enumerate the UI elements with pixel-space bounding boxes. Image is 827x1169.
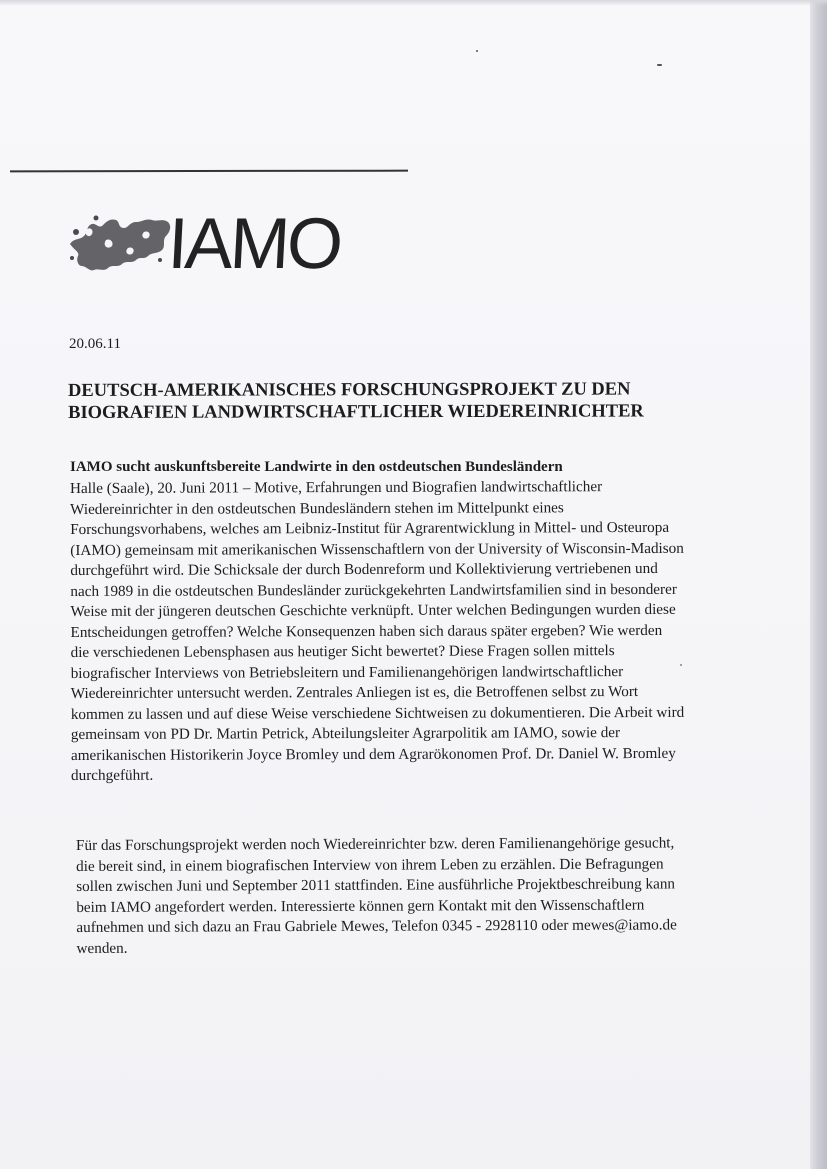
text-line: sollen zwischen Juni und September 2011 stattfinden. Eine ausführliche Projektbeschreibung kann: [76, 875, 676, 895]
text-line: Weise mit der jüngeren deutschen Geschichte verknüpft. Unter welchen Bedingungen wurden diese: [70, 600, 676, 620]
text-line: Wiedereinrichter in den ostdeutschen Bundesländern stehen im Mittelpunkt eines: [70, 498, 564, 518]
text-line: durchgeführt.: [71, 766, 154, 784]
text-line: nach 1989 in die ostdeutschen Bundesländer zurückgekehrten Landwirtsfamilien sind in besonderer: [70, 580, 677, 600]
text-line: Entscheidungen getroffen? Welche Konsequenzen haben sich daraus später ergeben? Wie werden: [70, 621, 663, 641]
text-line: aufnehmen und sich dazu an Frau Gabriele Mewes, Telefon 0345 - 2928110 oder mewes@iamo.de: [76, 916, 677, 936]
iamo-logo: [66, 204, 343, 284]
text-line: amerikanischen Historikerin Joyce Bromley und dem Agrarökonomen Prof. Dr. Daniel W. Bromley: [70, 744, 676, 764]
text-line: (IAMO) gemeinsam mit amerikanischen Wissenschaftlern von der University of Wisconsin-Madison: [70, 539, 684, 559]
text-line: Für das Forschungsprojekt werden noch Wiedereinrichter bzw. deren Familienangehörige gesucht,: [76, 834, 675, 854]
subheading: IAMO sucht auskunftsbereite Landwirte in den ostdeutschen Bundesländern: [70, 459, 563, 475]
text-line: Halle (Saale), 20. Juni 2011 – Motive, Erfahrungen und Biografien landwirtschaftlicher: [70, 478, 603, 497]
scan-top-shadow: [0, 0, 827, 6]
text-line: kommen zu lassen und auf diese Weise verschiedene Sichtweisen zu dokumentieren. Die Arbeit wird: [70, 703, 685, 723]
headline: [68, 378, 768, 424]
paragraph-1: [70, 477, 771, 787]
text-line: Wiedereinrichter untersucht werden. Zentrales Anliegen ist es, die Betroffenen selbst zu Wort: [70, 683, 639, 702]
headline-line: DEUTSCH-AMERIKANISCHES FORSCHUNGSPROJEKT ZU DEN: [68, 379, 631, 401]
headline-line: BIOGRAFIEN LANDWIRTSCHAFTLICHER WIEDEREINRICHTER: [68, 401, 644, 423]
text-line: gemeinsam von PD Dr. Martin Petrick, Abteilungsleiter Agrarpolitik am IAMO, sowie der: [70, 724, 621, 743]
text-line: Forschungsvorhabens, welches am Leibniz-Institut für Agrarentwicklung in Mittel- und Osteuropa: [70, 518, 670, 538]
europe-map-icon: [66, 210, 176, 276]
scan-speck: [657, 64, 662, 66]
text-line: biografischer Interviews von Betriebsleitern und Familienangehörigen landwirtschaftlicher: [70, 662, 624, 682]
text-line: beim IAMO angefordert werden. Interessierte können gern Kontakt mit den Wissenschaftlern: [76, 896, 645, 916]
scan-edge-shadow: [810, 0, 827, 1169]
text-line: die verschiedenen Lebensphasen aus heutiger Sicht bewertet? Diese Fragen sollen mittels: [70, 642, 615, 661]
text-line: wenden.: [76, 939, 128, 957]
logo-wordmark: IAMO: [165, 204, 343, 284]
document-date: 20.06.11: [69, 336, 121, 352]
scan-speck: [476, 50, 478, 52]
text-line: die bereit sind, in einem biografischen Interview von ihrem Leben zu erzählen. Die Befragungen: [76, 854, 664, 875]
paragraph-2: [76, 833, 767, 959]
text-line: durchgeführt wird. Die Schicksale der durch Bodenreform und Kollektivierung vertriebenen und: [70, 559, 658, 579]
